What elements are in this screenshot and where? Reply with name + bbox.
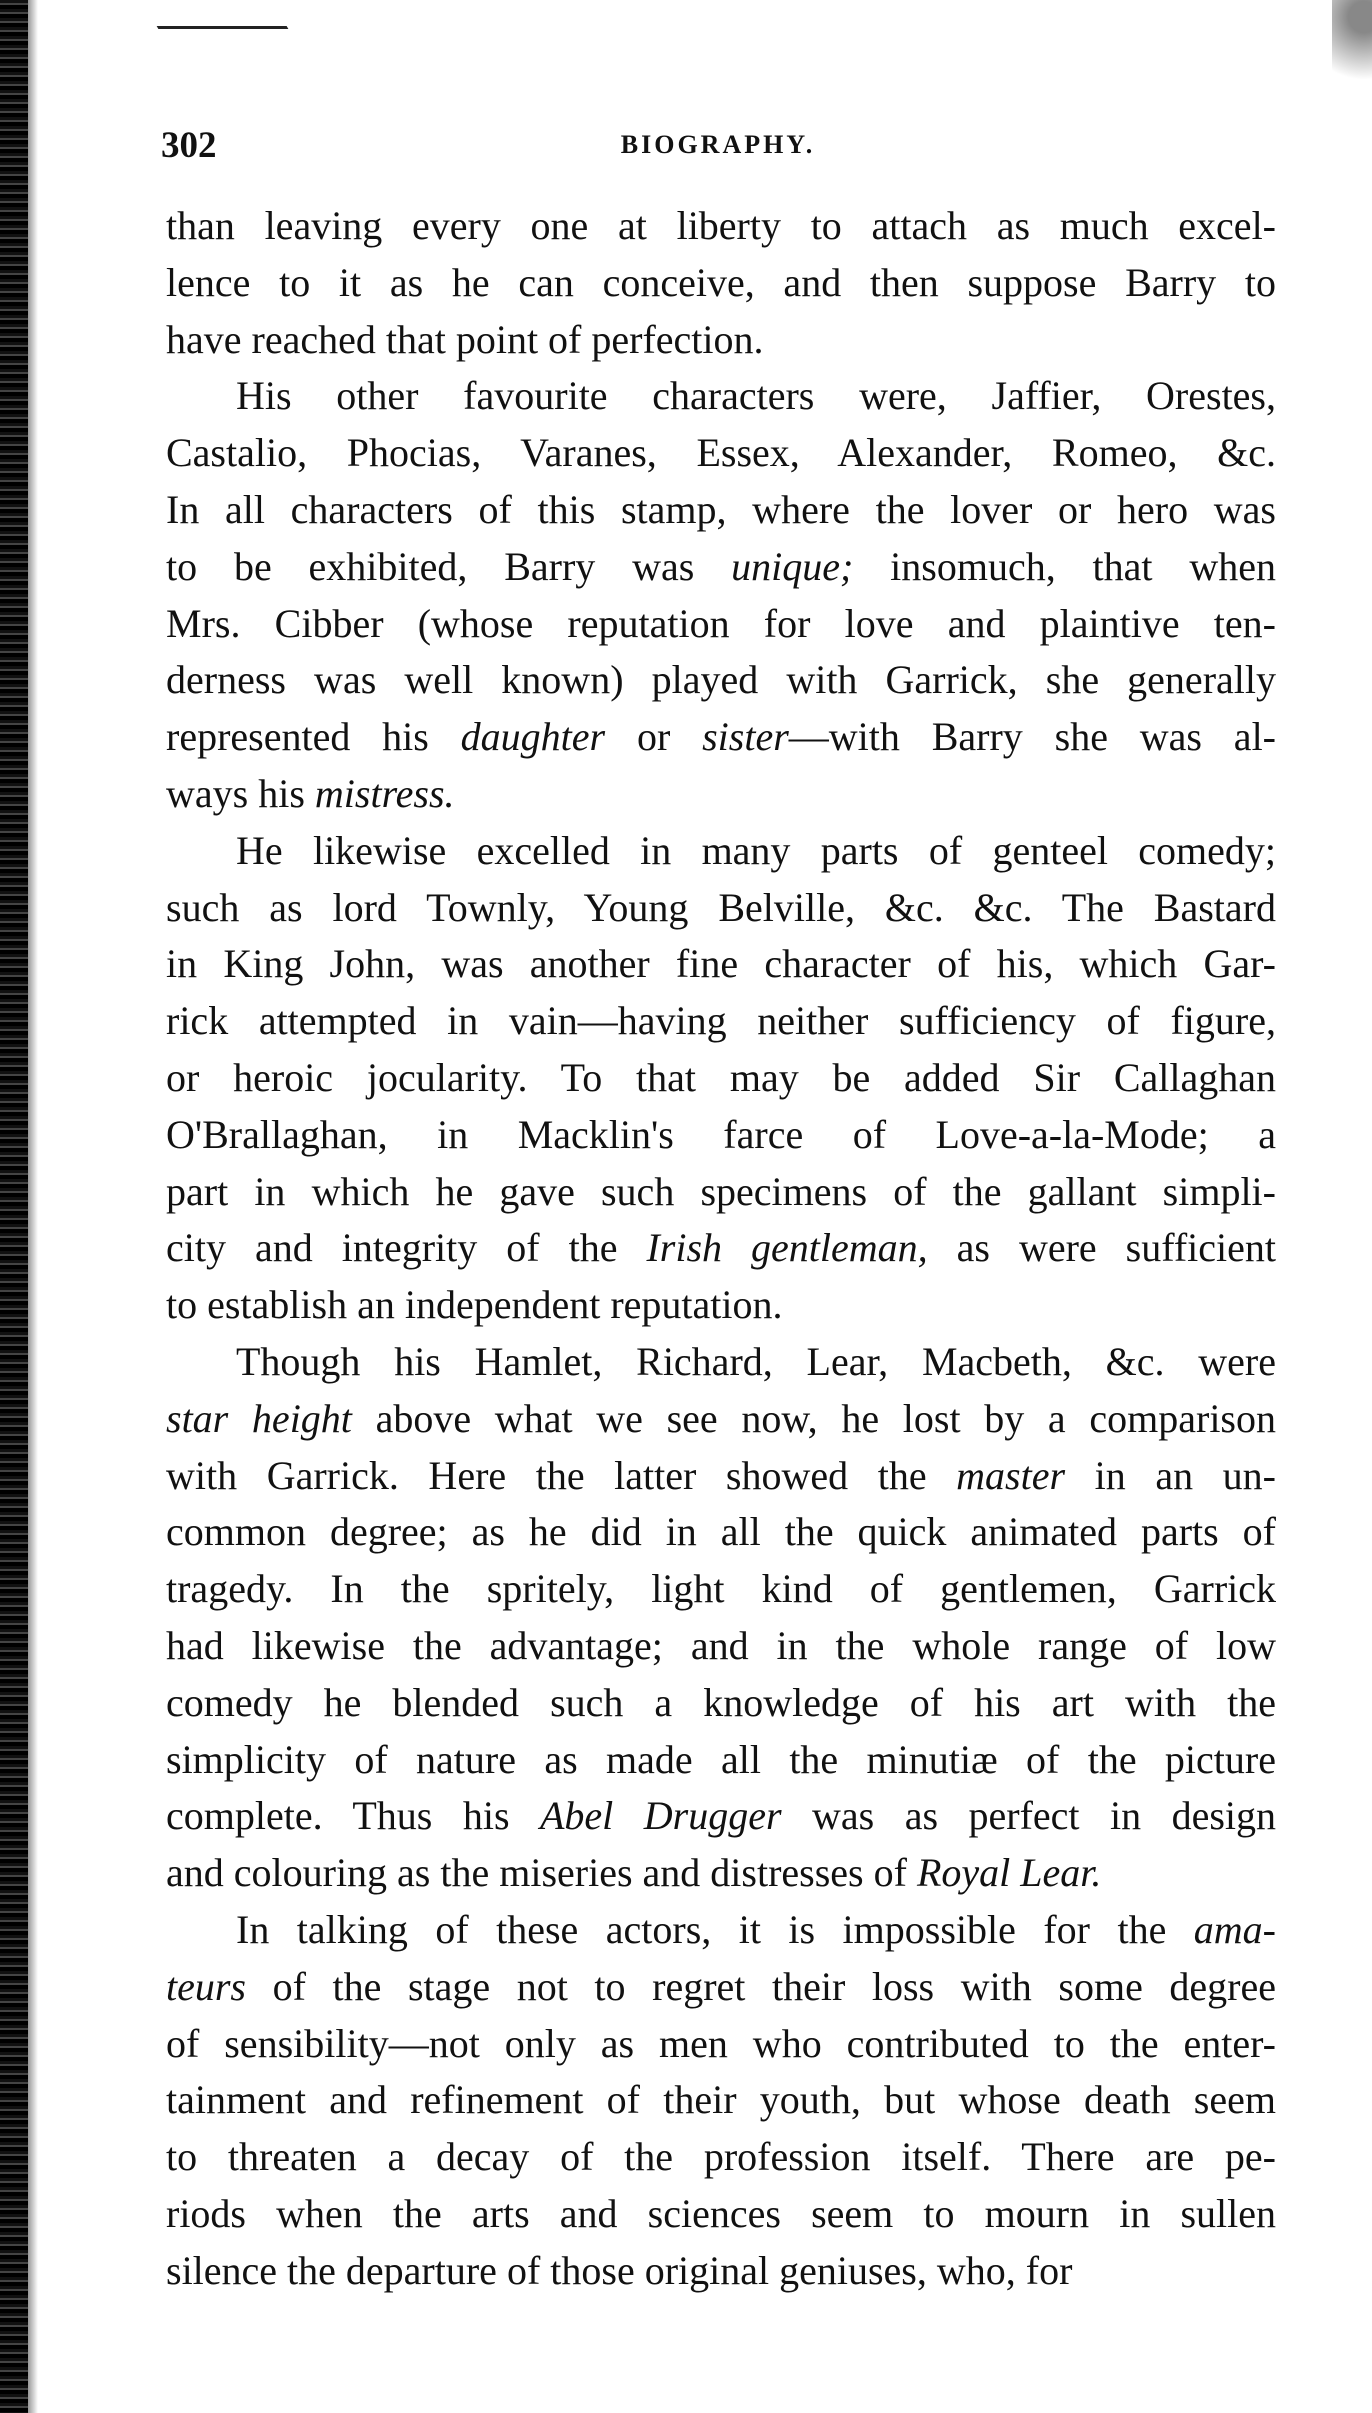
text-line	[166, 1277, 1276, 1334]
text-segment: insomuch, that when	[853, 543, 1277, 589]
text-segment: Castalio, Phocias, Varanes, Essex, Alexander, Romeo, &c.	[166, 430, 1276, 476]
book-binding-edge	[0, 0, 28, 2413]
italic-text: Royal Lear.	[916, 1850, 1102, 1896]
text-segment: silence the departure of those original geniuses, who, for	[166, 2247, 1073, 2293]
binding-shadow	[28, 0, 38, 2413]
italic-text: star height	[166, 1395, 352, 1441]
text-segment: as were sufficient	[927, 1225, 1277, 1271]
text-line	[166, 766, 1276, 823]
text-line	[166, 2129, 1276, 2186]
text-segment: rick attempted in vain—having neither sufficiency of figure,	[166, 998, 1276, 1044]
page-corner-mark	[142, 0, 289, 29]
text-line	[166, 425, 1276, 482]
text-segment: lence to it as he can conceive, and then suppose Barry to	[166, 259, 1276, 305]
text-segment: tragedy. In the spritely, light kind of gentlemen, Garrick	[166, 1566, 1276, 1612]
page-speckle	[1332, 0, 1372, 170]
text-line	[166, 2072, 1276, 2129]
text-line	[166, 1334, 1276, 1391]
text-segment: His other favourite characters were, Jaffier, Orestes,	[236, 373, 1276, 419]
text-segment: In all characters of this stamp, where the lover or hero was	[166, 486, 1276, 532]
text-segment: and colouring as the miseries and distresses of	[166, 1850, 917, 1896]
italic-text: sister	[702, 714, 789, 760]
text-line	[166, 1675, 1276, 1732]
text-line	[166, 1561, 1276, 1618]
text-segment: with Garrick. Here the latter showed the	[166, 1452, 957, 1498]
text-segment: in King John, was another fine character of his, which Gar-	[166, 941, 1276, 987]
text-segment: to establish an independent reputation.	[166, 1282, 783, 1328]
text-line	[166, 539, 1276, 596]
text-segment: comedy he blended such a knowledge of his art with the	[166, 1679, 1276, 1725]
italic-text: Abel Drugger	[539, 1793, 782, 1839]
text-segment: riods when the arts and sciences seem to mourn in sullen	[166, 2190, 1276, 2236]
body-text	[166, 198, 1276, 2299]
text-segment: tainment and refinement of their youth, but whose death seem	[166, 2077, 1276, 2123]
text-line	[166, 1220, 1276, 1277]
text-segment: part in which he gave such specimens of the gallant simpli-	[166, 1168, 1276, 1214]
text-line	[166, 1845, 1276, 1902]
text-segment: above what we see now, he lost by a comparison	[351, 1395, 1276, 1441]
running-head: BIOGRAPHY.	[620, 130, 816, 159]
text-segment: in an un-	[1065, 1452, 1276, 1498]
text-line	[166, 2016, 1276, 2073]
text-segment: In talking of these actors, it is impossible for the	[236, 1906, 1194, 1952]
text-segment: such as lord Townly, Young Belville, &c. &c. The Bastard	[166, 884, 1276, 930]
text-segment: have reached that point of perfection.	[166, 316, 764, 362]
text-segment: of the stage not to regret their loss with some degree	[246, 1963, 1276, 2009]
page-number: 302	[161, 125, 217, 166]
text-line	[166, 993, 1276, 1050]
page-header	[161, 124, 1275, 168]
text-line	[166, 936, 1276, 993]
text-line	[166, 596, 1276, 653]
text-line	[166, 1902, 1276, 1959]
text-line	[166, 1959, 1276, 2016]
text-line	[166, 1618, 1276, 1675]
text-segment: than leaving every one at liberty to attach as much excel-	[166, 203, 1276, 248]
text-segment: —with Barry she was al-	[788, 714, 1276, 760]
text-line	[166, 1164, 1276, 1221]
text-line	[166, 1732, 1276, 1789]
text-line	[166, 1050, 1276, 1107]
text-segment: to threaten a decay of the profession itself. There are pe-	[166, 2134, 1276, 2180]
text-line	[166, 823, 1276, 880]
text-segment: O'Brallaghan, in Macklin's farce of Love-a-la-Mode; a	[166, 1111, 1276, 1157]
text-segment: common degree; as he did in all the quick animated parts of	[166, 1509, 1276, 1555]
text-line	[166, 1504, 1276, 1561]
italic-text: unique;	[731, 543, 854, 589]
italic-text: ama-	[1193, 1906, 1276, 1952]
text-line	[166, 1448, 1276, 1505]
text-line	[166, 368, 1276, 425]
text-segment: represented his	[166, 714, 461, 760]
text-segment: Mrs. Cibber (whose reputation for love and plaintive ten-	[166, 600, 1276, 646]
text-segment: or heroic jocularity. To that may be added Sir Callaghan	[166, 1054, 1276, 1100]
text-line	[166, 880, 1276, 937]
text-line	[166, 1788, 1276, 1845]
text-segment: had likewise the advantage; and in the whole range of low	[166, 1622, 1276, 1668]
text-line	[166, 2243, 1276, 2300]
italic-text: master	[956, 1452, 1066, 1498]
text-segment: to be exhibited, Barry was	[166, 543, 732, 589]
italic-text: mistress.	[314, 770, 455, 816]
text-segment: simplicity of nature as made all the minutiæ of the picture	[166, 1736, 1276, 1782]
italic-text: daughter	[460, 714, 606, 760]
text-segment: city and integrity of the	[166, 1225, 647, 1271]
text-line	[166, 312, 1276, 369]
text-line	[166, 1107, 1276, 1164]
italic-text: Irish gentleman,	[646, 1225, 928, 1271]
text-line	[166, 709, 1276, 766]
text-segment: was as perfect in design	[781, 1793, 1277, 1839]
text-segment: derness was well known) played with Garrick, she generally	[166, 657, 1276, 703]
text-line	[166, 652, 1276, 709]
text-segment: Though his Hamlet, Richard, Lear, Macbeth, &c. were	[236, 1338, 1276, 1384]
text-line	[166, 482, 1276, 539]
text-segment: or	[605, 714, 703, 760]
text-segment: complete. Thus his	[166, 1793, 540, 1839]
text-line	[166, 1391, 1276, 1448]
text-line	[166, 2186, 1276, 2243]
text-segment: of sensibility—not only as men who contributed to the enter-	[166, 2020, 1276, 2066]
italic-text: teurs	[166, 1963, 246, 2009]
text-segment: ways his	[166, 770, 315, 816]
text-line	[166, 255, 1276, 312]
text-segment: He likewise excelled in many parts of genteel comedy;	[236, 827, 1276, 873]
text-line	[166, 198, 1276, 255]
